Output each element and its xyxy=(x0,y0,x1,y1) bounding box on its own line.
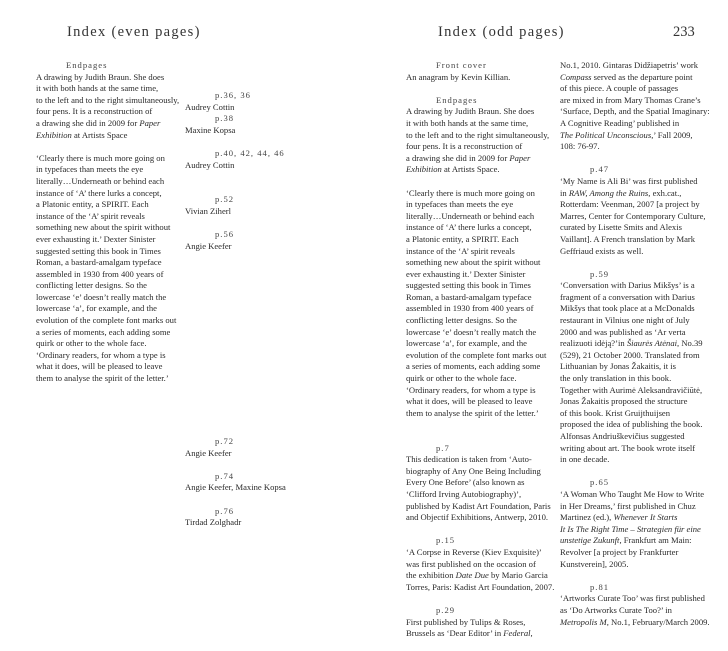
text-line: ‘Ordinary readers, for whom a type is xyxy=(406,384,536,395)
entry-authors: Audrey Cottin xyxy=(185,159,235,170)
text-line: what it does, will be pleased to leave xyxy=(36,361,163,372)
text-line: instance of ‘A’ there lurks a concept, xyxy=(36,187,162,198)
endpages-paragraph-2 xyxy=(36,153,186,385)
text-line: assembled in 1930 from 400 years of xyxy=(406,303,534,314)
text-line: four pens. It is a reconstruction of xyxy=(36,106,153,117)
text-line: a series of moments, each adding some xyxy=(406,361,541,372)
text-line: biography of Any One Being Including xyxy=(406,465,541,476)
text-line: The Political Unconscious,’ Fall 2009, xyxy=(560,129,693,140)
p47-entry xyxy=(560,164,725,257)
text-line: Torres, Paris: Kadist Art Foundation, 2007. xyxy=(406,581,555,592)
text-line: lowercase ‘e’ doesn’t really match the xyxy=(406,326,537,337)
running-head-odd: Index (odd pages) xyxy=(438,24,565,40)
entry-pages: p.74 xyxy=(215,470,235,481)
entry-heading: p.81 xyxy=(590,581,610,592)
text-line: a Platonic entity, a SPIRIT. Each xyxy=(406,233,519,244)
page-number: 233 xyxy=(673,24,695,40)
entry-heading: Front cover xyxy=(436,60,487,70)
text-line: An anagram by Kevin Killian. xyxy=(406,71,511,82)
text-line: Vaillant]. A French translation by Mark xyxy=(560,233,696,244)
index-entry xyxy=(185,471,355,494)
entry-heading: p.7 xyxy=(436,442,450,453)
index-entry xyxy=(185,229,355,252)
text-line: A drawing by Judith Braun. She does xyxy=(406,106,535,117)
text-line: assembled in 1930 from 400 years of xyxy=(36,268,164,279)
text-line: proposed the idea of publishing the book. xyxy=(560,419,703,430)
index-entry xyxy=(185,506,355,529)
text-line: lowercase ‘a’, for example, and the xyxy=(36,303,157,314)
entry-heading: p.29 xyxy=(436,604,456,615)
entry-heading: p.47 xyxy=(590,164,610,175)
text-line: them to analyse the spirit of the letter.’ xyxy=(36,373,169,384)
endpages-paragraph-2 xyxy=(406,188,566,420)
index-entry xyxy=(185,148,355,171)
text-line: Marres, Center for Contemporary Culture, xyxy=(560,210,706,221)
text-line: are mixed in from Mary Thomas Crane’s xyxy=(560,94,701,105)
text-line: ever exhausting it.’ Dexter Sinister xyxy=(406,268,526,279)
p65-entry xyxy=(560,477,725,570)
text-line: This dedication is taken from ‘Auto- xyxy=(406,454,532,465)
text-line: in typefaces than meets the eye xyxy=(36,164,144,175)
entry-authors: Angie Keefer xyxy=(185,447,232,458)
text-line: Rotterdam: Veenman, 2007 [a project by xyxy=(560,199,700,210)
text-line: suggested setting this book in Times xyxy=(36,245,161,256)
text-line: something new about the spirit without xyxy=(406,257,541,268)
contributor-index xyxy=(185,90,355,252)
p29-entry xyxy=(406,605,566,640)
text-line: A Cognitive Reading’ published in xyxy=(560,117,680,128)
text-line: in typefaces than meets the eye xyxy=(406,199,514,210)
index-entry xyxy=(185,436,355,459)
text-line: quirk or other to the whole face. xyxy=(406,373,517,384)
text-line: to the left and to the right simultaneously, xyxy=(36,94,180,105)
text-line: unstetige Zukunft, Frankfurt am Main: xyxy=(560,535,692,546)
text-line: evolution of the complete font marks out xyxy=(36,315,177,326)
endpages-entry xyxy=(36,60,186,396)
entry-pages: p.38 xyxy=(215,113,235,124)
text-line: A drawing by Judith Braun. She does xyxy=(36,71,165,82)
text-line: conflicting letter designs. So the xyxy=(36,280,147,291)
text-line: instance of the ‘A’ spirit reveals xyxy=(36,210,145,221)
entry-heading: Endpages xyxy=(66,60,108,70)
text-line: ever exhausting it.’ Dexter Sinister xyxy=(36,233,156,244)
index-entry xyxy=(185,113,355,136)
entry-pages: p.56 xyxy=(215,229,235,240)
entry-authors: Angie Keefer xyxy=(185,240,232,251)
text-line: suggested setting this book in Times xyxy=(406,280,531,291)
index-entry xyxy=(185,90,355,113)
text-line: of this piece. A couple of passages xyxy=(560,83,679,94)
text-line: Brussels as ‘Dear Editor’ in Federal, xyxy=(406,628,533,639)
text-line: Roman, a bastard-amalgam typeface xyxy=(406,291,532,302)
text-line: Roman, a bastard-amalgam typeface xyxy=(36,257,162,268)
text-line: Exhibition at Artists Space xyxy=(36,129,128,140)
text-line: Jonas Žakaitis proposed the structure xyxy=(560,396,688,407)
text-line: (529), 21 October 2000. Translated from xyxy=(560,349,700,360)
text-line: It Is The Right Time – Strategien für eine xyxy=(560,523,701,534)
text-line: a drawing she did in 2009 for Paper xyxy=(36,117,161,128)
entry-heading: p.59 xyxy=(590,268,610,279)
text-line: instance of the ‘A’ spirit reveals xyxy=(406,245,515,256)
p81-entry xyxy=(560,582,725,628)
text-line: it with both hands at the same time, xyxy=(406,117,529,128)
text-line: Every One Before’ (also known as xyxy=(406,477,525,488)
text-line: conflicting letter designs. So the xyxy=(406,315,517,326)
entry-heading: p.65 xyxy=(590,477,610,488)
text-line: to the left and to the right simultaneously, xyxy=(406,129,550,140)
text-line: ‘Conversation with Darius Mikšys’ is a xyxy=(560,280,695,291)
text-line: literally…Underneath or behind each xyxy=(36,175,165,186)
text-line: of this book. Krist Gruijthuijsen xyxy=(560,407,671,418)
text-line: No.1, 2010. Gintaras Didžiapetris’ work xyxy=(560,60,699,70)
text-line: lowercase ‘a’, for example, and the xyxy=(406,338,527,349)
text-line: instance of ‘A’ there lurks a concept, xyxy=(406,222,532,233)
text-line: a drawing she did in 2009 for Paper xyxy=(406,152,531,163)
contributor-index-lower xyxy=(185,436,355,529)
text-line: a series of moments, each adding some xyxy=(36,326,171,337)
text-line: Kunstverein], 2005. xyxy=(560,558,629,569)
text-line: four pens. It is a reconstruction of xyxy=(406,141,523,152)
p59-entry xyxy=(560,269,725,466)
right-page xyxy=(364,0,728,639)
entry-authors: Maxine Kopsa xyxy=(185,124,236,135)
text-line: Mikšys that took place at a McDonalds xyxy=(560,303,695,314)
text-line: in one decade. xyxy=(560,454,610,465)
right-column-2 xyxy=(560,60,725,640)
text-line: Revolver [a project by Frankfurter xyxy=(560,546,679,557)
text-line: was first published on the occasion of xyxy=(406,558,536,569)
entry-pages: p.36, 36 xyxy=(215,90,251,100)
text-line: published by Kadist Art Foundation, Paris xyxy=(406,500,551,511)
text-line: ‘Ordinary readers, for whom a type is xyxy=(36,349,166,360)
text-line: and Objectif Exhibitions, Antwerp, 2010. xyxy=(406,512,549,523)
entry-pages: p.72 xyxy=(215,436,235,446)
text-line: Martinez (ed.), Whenever It Starts xyxy=(560,512,678,523)
text-line: them to analyse the spirit of the letter.’ xyxy=(406,407,539,418)
index-entry xyxy=(185,194,355,217)
text-line: writing about art. The book wrote itself xyxy=(560,442,696,453)
text-line: in Her Dreams,’ first published in Chuz xyxy=(560,500,696,511)
text-line: ‘Surface, Depth, and the Spatial Imaginary: xyxy=(560,106,710,117)
text-line: lowercase ‘e’ doesn’t really match the xyxy=(36,291,167,302)
entry-pages: p.76 xyxy=(215,505,235,516)
text-line: ‘My Name is Ali Bi’ was first published xyxy=(560,175,698,186)
front-cover-entry xyxy=(406,60,566,83)
text-line: curated by Lisette Smits and Alexis xyxy=(560,222,682,233)
text-line: 2000 and was published as ‘Ar verta xyxy=(560,326,686,337)
entry-authors: Tirdad Zolghadr xyxy=(185,517,242,528)
entry-pages: p.52 xyxy=(215,194,235,205)
text-line: Together with Aurimė Aleksandravičiūtė, xyxy=(560,384,703,395)
text-line: what it does, will be pleased to leave xyxy=(406,396,533,407)
continued-entry xyxy=(560,60,725,153)
text-line: restaurant in Vilnius one night of July xyxy=(560,315,690,326)
left-page xyxy=(0,0,364,592)
text-line: Metropolis M, No.1, February/March 2009. xyxy=(560,616,710,627)
text-line: Alfonsas Andriuškevičius suggested xyxy=(560,431,685,441)
entry-heading: p.15 xyxy=(436,535,456,546)
text-line: Compass served as the departure point xyxy=(560,71,693,82)
text-line: Geffriaud exists as well. xyxy=(560,245,644,256)
entry-pages: p.40, 42, 44, 46 xyxy=(215,147,285,158)
text-line: quirk or other to the whole face. xyxy=(36,338,147,349)
text-line: ‘Artworks Curate Too’ was first published xyxy=(560,593,705,604)
text-line: a Platonic entity, a SPIRIT. Each xyxy=(36,199,149,210)
text-line: it with both hands at the same time, xyxy=(36,83,159,94)
text-line: ‘Clearly there is much more going on xyxy=(406,187,535,198)
entry-authors: Vivian Ziherl xyxy=(185,205,232,216)
entry-heading: Endpages xyxy=(436,94,478,105)
running-head-even: Index (even pages) xyxy=(67,24,201,40)
entry-authors: Angie Keefer, Maxine Kopsa xyxy=(185,482,286,493)
text-line: Exhibition at Artists Space. xyxy=(406,164,500,175)
text-line: First published by Tulips & Roses, xyxy=(406,616,526,627)
p7-entry xyxy=(406,443,566,524)
text-line: something new about the spirit without xyxy=(36,222,171,233)
text-line: in RAW, Among the Ruins, exh.cat., xyxy=(560,187,682,198)
right-column-1 xyxy=(406,60,566,651)
endpages-entry xyxy=(406,95,566,420)
text-line: the only translation in this book. xyxy=(560,373,672,384)
p15-entry xyxy=(406,535,566,593)
text-line: literally…Underneath or behind each xyxy=(406,210,535,221)
text-line: Lithuanian by Jonas Žakaitis, it is xyxy=(560,361,676,372)
endpages-paragraph-1 xyxy=(406,106,566,176)
text-line: fragment of a conversation with Darius xyxy=(560,291,695,302)
text-line: as ‘Do Artworks Curate Too?’ in xyxy=(560,604,672,615)
text-line: ‘Clearly there is much more going on xyxy=(36,152,165,163)
entry-authors: Audrey Cottin xyxy=(185,101,235,112)
text-line: 108: 76-97. xyxy=(560,141,600,152)
endpages-paragraph-1 xyxy=(36,72,186,142)
text-line: the exhibition Date Due by Mario Garcia xyxy=(406,570,548,581)
text-line: ‘A Woman Who Taught Me How to Write xyxy=(560,488,705,499)
text-line: realizuoti idėją?’in Šiaurės Atėnai, No.39 xyxy=(560,338,703,349)
text-line: evolution of the complete font marks out xyxy=(406,349,547,360)
text-line: ‘Clifford Irving Autobiography)’, xyxy=(406,488,522,499)
text-line: ‘A Corpse in Reverse (Kiev Exquisite)’ xyxy=(406,546,542,557)
